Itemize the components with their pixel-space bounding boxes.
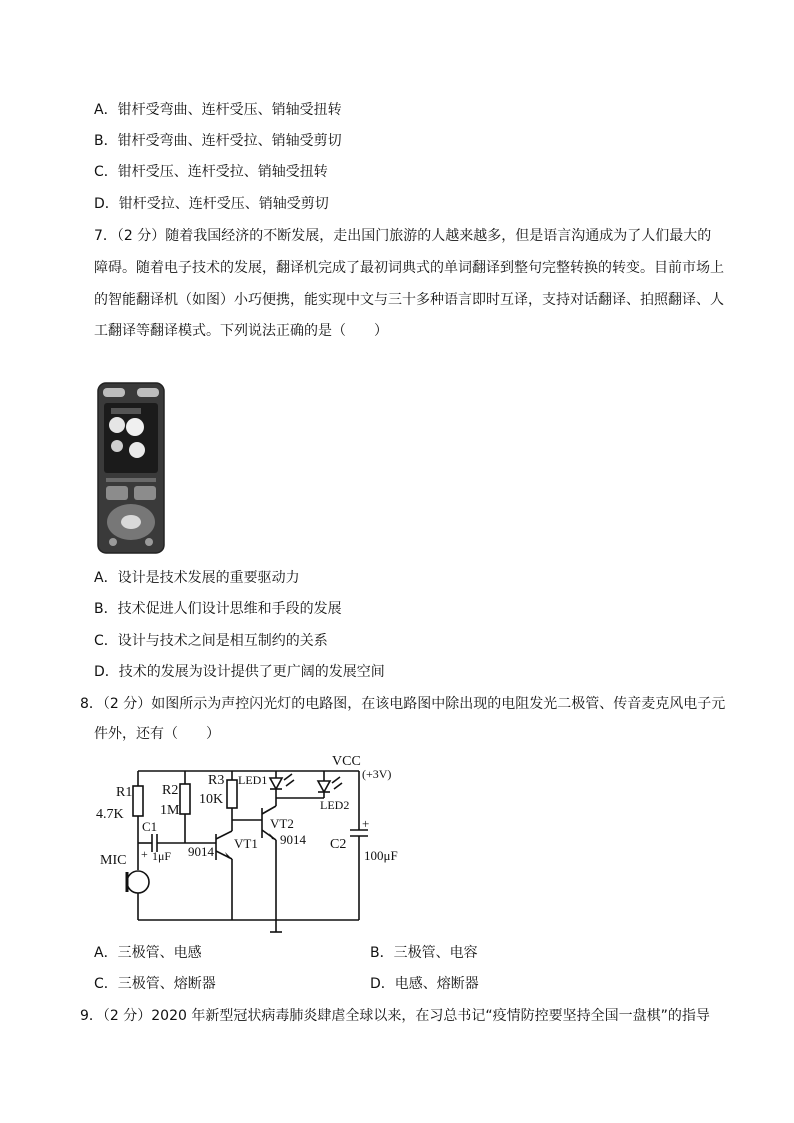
q7-option-a: A．设计是技术发展的重要驱动力 <box>94 570 300 586</box>
q7-stem-line-2: 障碍。随着电子技术的发展，翻译机完成了最初词典式的单词翻译到整句完整转换的转变。目前市场上 <box>94 260 724 276</box>
label-c2: C2 <box>330 837 347 852</box>
label-vt1-model: 9014 <box>188 844 214 859</box>
q8-option-c: C．三极管、熔断器 <box>94 976 216 992</box>
q8-option-b: B．三极管、电容 <box>370 945 478 961</box>
label-vcc-value: (+3V) <box>362 767 392 781</box>
q7-option-c: C．设计与技术之间是相互制约的关系 <box>94 633 328 649</box>
label-vt2: VT2 <box>270 816 294 831</box>
label-led1: LED1 <box>238 773 268 787</box>
q8-stem-line-2: 件外，还有（ ） <box>94 726 220 742</box>
q6-option-d: D．钳杆受拉、连杆受压、销轴受剪切 <box>94 196 329 212</box>
q8-stem-line-1: 8．（2 分）如图所示为声控闪光灯的电路图，在该电路图中除出现的电阻发光二极管、传音麦克风电子元 <box>80 696 726 712</box>
label-r3-value: 10K <box>199 792 224 807</box>
q6-option-c: C．钳杆受压、连杆受拉、销轴受扭转 <box>94 164 328 180</box>
label-vt2-model: 9014 <box>280 832 306 847</box>
translator-device-photo <box>97 382 165 554</box>
q7-option-b: B．技术促进人们设计思维和手段的发展 <box>94 601 342 617</box>
label-c2-value: 100μF <box>364 848 398 863</box>
label-r1-value: 4.7K <box>96 807 124 822</box>
label-c2-plus: + <box>362 816 370 831</box>
label-c1-value: 1μF <box>152 849 172 863</box>
q6-option-a: A．钳杆受弯曲、连杆受压、销轴受扭转 <box>94 102 342 118</box>
label-r3: R3 <box>208 773 225 788</box>
label-vt1: VT1 <box>234 836 258 851</box>
q6-option-b: B．钳杆受弯曲、连杆受拉、销轴受剪切 <box>94 133 342 149</box>
circuit-diagram <box>94 748 424 936</box>
label-r1: R1 <box>116 785 133 800</box>
label-r2: R2 <box>162 783 179 798</box>
label-vcc: VCC <box>332 754 361 769</box>
label-led2: LED2 <box>320 798 350 812</box>
q7-stem-line-3: 的智能翻译机（如图）小巧便携，能实现中文与三十多种语言即时互译，支持对话翻译、拍照翻译、人 <box>94 292 724 308</box>
label-c1: C1 <box>142 819 158 834</box>
q7-stem-line-1: 7．（2 分）随着我国经济的不断发展，走出国门旅游的人越来越多，但是语言沟通成为了人们最大的 <box>94 228 712 244</box>
q7-stem-line-4: 工翻译等翻译模式。下列说法正确的是（ ） <box>94 323 388 339</box>
q8-option-a: A．三极管、电感 <box>94 945 202 961</box>
q7-option-d: D．技术的发展为设计提供了更广阔的发展空间 <box>94 664 385 680</box>
label-c1-plus: + <box>141 847 148 861</box>
q8-option-d: D．电感、熔断器 <box>370 976 479 992</box>
label-r2-value: 1M <box>160 803 180 818</box>
q9-stem-line-1: 9．（2 分）2020 年新型冠状病毒肺炎肆虐全球以来，在习总书记“疫情防控要坚持全国一盘棋”的指导 <box>80 1008 710 1024</box>
label-mic: MIC <box>100 853 127 868</box>
